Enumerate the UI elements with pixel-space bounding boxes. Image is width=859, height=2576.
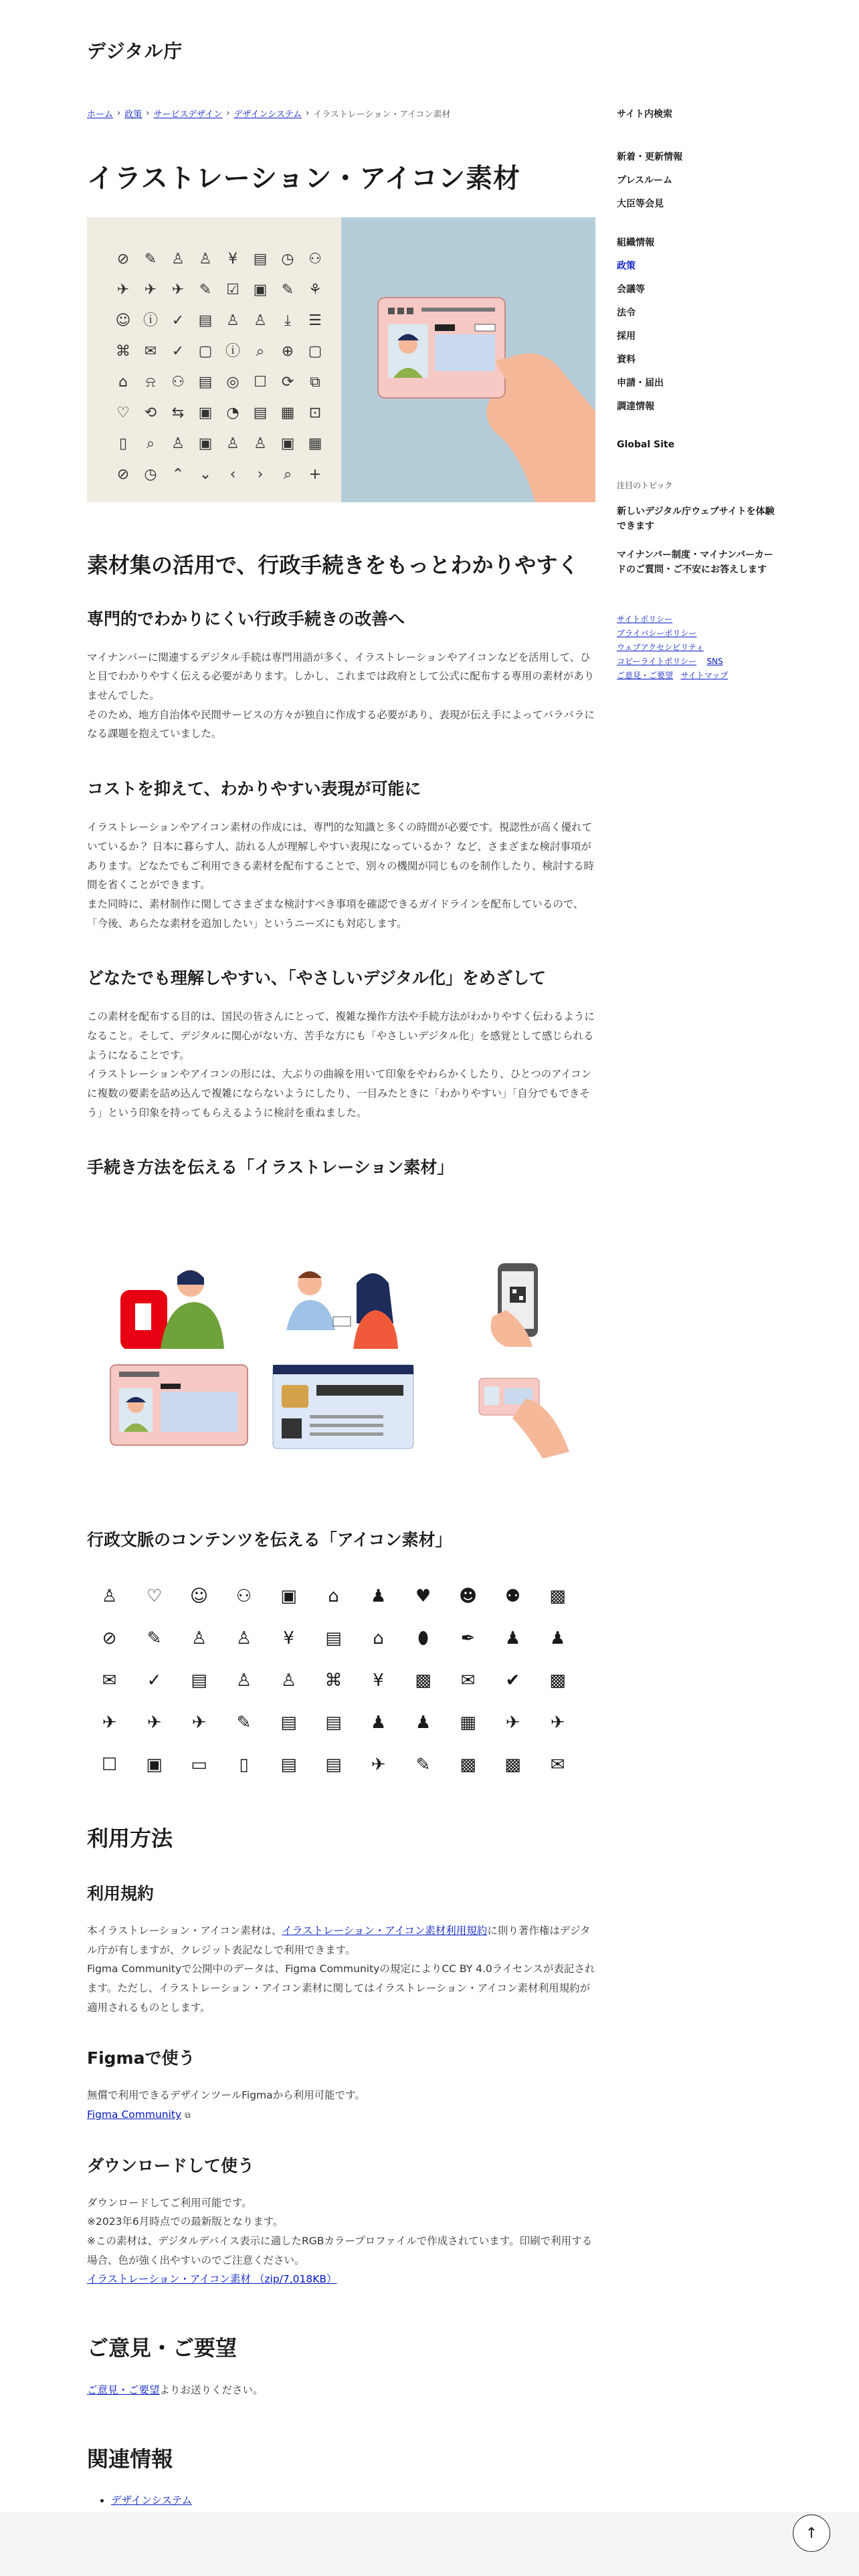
download-paragraph1: ダウンロードしてご利用可能です。	[87, 2196, 252, 2209]
hero-grid-icon: ▣	[198, 405, 213, 421]
figma-link-line	[87, 2105, 595, 2125]
illustration-title: 手続き方法を伝える「イラストレーション素材」	[87, 1158, 454, 1178]
filled-icon: ♟	[549, 1628, 566, 1649]
link-feedback[interactable]: ご意見・ご要望	[617, 670, 674, 680]
intro-title: 素材集の活用で、行政手続きをもっとわかりやすく	[87, 552, 579, 578]
hero-grid-icon: ⇆	[171, 405, 185, 421]
download-zip-link[interactable]: イラストレーション・アイコン素材 （zip/7,018KB）	[87, 2273, 337, 2286]
filled-icon: ✈	[505, 1713, 520, 1733]
breadcrumb-design-system[interactable]: デザインシステム	[233, 110, 302, 120]
hero-grid-icon: ☑	[226, 282, 240, 298]
hero-grid-icon: ⌃	[171, 466, 185, 483]
section1-title: 専門的でわかりにくい行政手続きの改善へ	[87, 609, 405, 629]
breadcrumb-home[interactable]: ホーム	[87, 110, 114, 120]
chevron-right-icon: ›	[117, 108, 121, 118]
outline-icon: ▤	[191, 1671, 207, 1691]
hero-grid-icon: ⟳	[281, 374, 294, 391]
filled-icon: ▩	[460, 1755, 476, 1776]
outline-icon: ⌂	[328, 1586, 339, 1607]
outline-icon: ⚇	[235, 1586, 252, 1607]
link-copyright[interactable]: コピーライトポリシー	[617, 656, 697, 666]
filled-icon: ▩	[415, 1671, 432, 1691]
outline-icon: ♙	[235, 1628, 252, 1649]
hero-icon-grid	[111, 244, 327, 490]
sidebar-item-laws[interactable]: 法令	[617, 308, 636, 318]
sidebar-item-recruit[interactable]: 採用	[617, 331, 636, 342]
hero-grid-icon: ‹	[229, 466, 236, 483]
filled-icon: ⌂	[373, 1628, 384, 1649]
sidebar-main-list	[617, 235, 777, 413]
hero-grid-icon: ⌕	[283, 466, 292, 483]
hero-grid-icon: ✎	[144, 251, 157, 267]
hero-grid-icon: ▤	[253, 405, 268, 421]
outline-icon: ¥	[283, 1628, 294, 1649]
feedback-paragraph	[87, 2381, 595, 2400]
hero-grid-icon: ✎	[281, 282, 294, 298]
sidebar-item-pressroom[interactable]: プレスルーム	[617, 175, 673, 186]
hero-grid-icon: +	[308, 466, 322, 483]
outline-icon: ✈	[147, 1713, 162, 1733]
illustration-hand-card	[425, 1352, 595, 1464]
hero-grid-icon: ⌕	[256, 343, 265, 360]
hero-grid-icon: ⌄	[199, 466, 212, 483]
hero-grid-icon: ✓	[171, 312, 185, 329]
hero-grid-icon: ☐	[254, 374, 267, 391]
hero-grid-icon: ▦	[308, 435, 322, 452]
feedback-link[interactable]: ご意見・ご要望	[87, 2383, 160, 2396]
hero-grid-icon: ▤	[253, 251, 268, 267]
hero-grid-icon: ◷	[144, 466, 157, 483]
hero-grid-icon: ♙	[254, 312, 267, 329]
terms-link[interactable]: イラストレーション・アイコン素材利用規約	[282, 1925, 488, 1937]
icon-material-title: 行政文脈のコンテンツを伝える「アイコン素材」	[87, 1530, 452, 1550]
outline-icon: ✈	[191, 1713, 207, 1733]
filled-icon: ♟	[504, 1628, 521, 1649]
terms-paragraph2: Figma Communityで公開中のデータは、Figma Communityの規定によりCC BY 4.0ライセンスが表記されます。ただし、イラストレーション・アイコン素材に関してはイラストレーション・アイコン素材利用規約が適用されるものとします。	[87, 1963, 595, 2014]
section2-paragraph1: イラストレーションやアイコン素材の作成には、専門的な知識と多くの時間が必要です。視認性が高く優れていているか？ 日本に暮らす人、訪れる人が理解しやすい表現になっているか？ など、さまざまな検討事項があります。どなたでもご利用できる素材を配布することで、別々の機関が同じものを制作したり、検討する時間を省くことができます。	[87, 821, 594, 891]
outline-icon: ▤	[325, 1628, 342, 1649]
hero-grid-icon: ▤	[198, 312, 213, 329]
site-logo[interactable]: デジタル庁	[87, 40, 183, 62]
figma-community-link[interactable]: Figma Community	[87, 2109, 182, 2121]
main-content	[87, 107, 595, 2507]
section1-paragraph2: そのため、地方自治体や民間サービスの方々が独自に作成する必要があり、表現が伝え手によってバラバラになる課題を抱えていました。	[87, 708, 595, 740]
hero-grid-icon: ⌂	[118, 374, 128, 391]
hero-icon-panel	[87, 217, 341, 502]
topics-label: 注目のトピック	[617, 481, 673, 490]
sidebar-item-applications[interactable]: 申請・届出	[617, 378, 664, 389]
figma-paragraph: 無償で利用できるデザインツールFigmaから利用可能です。	[87, 2089, 365, 2102]
hero-grid-icon: ✓	[171, 343, 185, 360]
filled-icon: ¥	[373, 1671, 384, 1691]
mynumber-card-illustration	[341, 217, 595, 502]
icon-material-grid	[87, 1576, 595, 1786]
sidebar-item-meetings[interactable]: 会議等	[617, 284, 645, 295]
terms-text-b: に則り著作権はデジタル庁が有しますが、クレジット表記なしで利用できます。	[87, 1925, 591, 1956]
site-search-label[interactable]: サイト内検索	[617, 109, 673, 120]
filled-icon: ⚉	[504, 1586, 521, 1607]
hero-card-panel	[341, 217, 595, 502]
sidebar-item-policy[interactable]: 政策	[617, 261, 636, 272]
related-title: 関連情報	[87, 2446, 173, 2472]
breadcrumb	[87, 107, 595, 120]
outline-icon: ✈	[102, 1713, 117, 1733]
hero-grid-icon: ✈	[171, 282, 185, 298]
figma-title: Figmaで使う	[87, 2048, 195, 2068]
hero-grid-icon: ▢	[308, 343, 322, 360]
hero-grid-icon: ♙	[171, 435, 185, 452]
filled-icon: ▩	[504, 1755, 521, 1776]
hero-grid-icon: ☰	[308, 312, 322, 329]
hero-grid-icon: ▦	[280, 405, 295, 421]
section2-title: コストを抑えて、わかりやすい表現が可能に	[87, 779, 421, 799]
breadcrumb-service-design[interactable]: サービスデザイン	[153, 110, 223, 120]
hero-grid-icon: ⚘	[308, 282, 322, 298]
filled-icon: ▦	[460, 1713, 476, 1733]
filled-icon: ✉	[460, 1671, 476, 1691]
arrow-up-icon: ↑	[805, 2525, 818, 2542]
hero-grid-icon: ◷	[281, 251, 294, 267]
outline-icon: ✓	[147, 1671, 162, 1691]
outline-icon: ▣	[146, 1755, 163, 1776]
outline-icon: ♙	[101, 1586, 118, 1607]
hero-grid-icon: ✉	[144, 343, 157, 360]
hero-grid-icon: ⊘	[116, 466, 130, 483]
outline-icon: ▤	[325, 1755, 342, 1776]
filled-icon: ♟	[415, 1713, 432, 1733]
outline-icon: ☐	[101, 1755, 118, 1776]
download-paragraph3: ※この素材は、デジタルデバイス表示に適したRGBカラープロファイルで作成されています。印刷で利用する場合、色が強く出やすいのでご注意ください。	[87, 2235, 593, 2266]
filled-icon: ✎	[415, 1755, 431, 1776]
footer-bar	[0, 2512, 859, 2576]
hero-grid-icon: ⓘ	[142, 312, 158, 329]
hero-grid-icon: ▣	[280, 435, 295, 452]
hero-grid-icon: ⌕	[146, 435, 155, 452]
outline-icon: ✎	[236, 1713, 252, 1733]
link-site-policy[interactable]: サイトポリシー	[617, 614, 673, 624]
sidebar-item-documents[interactable]: 資料	[617, 354, 636, 365]
topic-mynumber[interactable]: マイナンバー制度・マイナンバーカードのご質問・ご不安にお答えします	[617, 549, 773, 576]
hero-grid-icon: ☺	[115, 312, 131, 329]
sidebar	[617, 107, 777, 683]
hero-grid-icon: ▣	[253, 282, 268, 298]
section3-title: どなたでも理解しやすい、「やさしいデジタル化」をめざして	[87, 968, 547, 988]
outline-icon: ⌘	[324, 1671, 343, 1691]
filled-icon: ✉	[550, 1755, 565, 1776]
outline-icon: ▤	[280, 1713, 297, 1733]
hero-grid-icon: ✈	[116, 282, 130, 298]
link-accessibility[interactable]: ウェブアクセシビリティ	[617, 642, 704, 652]
section3-paragraph2: イラストレーションやアイコンの形には、大ぶりの曲線を用いて印象をやわらかくしたり、ひとつのアイコンに複数の要素を詰め込んで複雑にならないようにしたり、一目みたときに「わかりやすい」「自分でもできそう」という印象を持ってもらえるように検討を重ねました。	[87, 1068, 592, 1119]
outline-icon: ♙	[235, 1671, 252, 1691]
sidebar-item-minister[interactable]: 大臣等会見	[617, 199, 664, 209]
breadcrumb-current: イラストレーション・アイコン素材	[313, 110, 451, 120]
terms-text-a: 本イラストレーション・アイコン素材は、	[87, 1925, 282, 1937]
filled-icon: ⬮	[417, 1628, 429, 1649]
section1-paragraph1: マイナンバーに関連するデジタル手続は専門用語が多く、イラストレーションやアイコンなどを活用して、ひと目でわかりやすく伝える必要があります。しかし、これまでは政府として公式に配布する専用の素材がありませんでした。	[87, 651, 595, 702]
illustration-two-people	[256, 1237, 425, 1349]
sidebar-item-procurement[interactable]: 調達情報	[617, 401, 654, 412]
download-link-line	[87, 2270, 595, 2289]
hero-grid-icon: ⓘ	[225, 343, 240, 360]
terms-paragraph1	[87, 1921, 595, 1959]
hero-grid-icon: ⊘	[116, 251, 130, 267]
download-paragraph2: ※2023年6月時点での最新版となります。	[87, 2216, 284, 2228]
hero-grid-icon: ♙	[171, 251, 185, 267]
filled-icon: ♟	[370, 1586, 387, 1607]
hero-grid-icon: ♡	[116, 405, 130, 421]
chevron-right-icon: ›	[146, 108, 150, 118]
outline-icon: ♙	[191, 1628, 207, 1649]
hero-grid-icon: ›	[257, 466, 264, 483]
hero-grid-icon: ⤓	[284, 312, 291, 329]
hero-image	[87, 217, 595, 502]
hero-grid-icon: ⚇	[171, 374, 185, 391]
filled-icon: ✔	[505, 1671, 520, 1691]
sidebar-footer-links	[617, 613, 777, 683]
outline-icon: ♙	[280, 1671, 297, 1691]
filled-icon: ✈	[550, 1713, 565, 1733]
hero-grid-icon: ♙	[226, 435, 240, 452]
link-sitemap[interactable]: サイトマップ	[680, 670, 729, 680]
sidebar-news-list	[617, 150, 777, 210]
terms-title: 利用規約	[87, 1884, 155, 1904]
hero-grid-icon: ▣	[198, 435, 213, 452]
back-to-top-button[interactable]	[793, 2514, 830, 2552]
filled-icon: ▩	[549, 1586, 566, 1607]
hero-grid-icon: ✎	[199, 282, 212, 298]
download-title: ダウンロードして使う	[87, 2155, 255, 2175]
hero-grid-icon: ◎	[226, 374, 240, 391]
illustration-person-red-sign	[87, 1237, 256, 1349]
filled-icon: ✒	[460, 1628, 476, 1649]
illustration-phone-qr	[425, 1237, 595, 1349]
link-sns[interactable]: SNS	[706, 656, 723, 666]
global-site-link[interactable]: Global Site	[617, 439, 675, 450]
feedback-tail: よりお送りください。	[159, 2383, 264, 2396]
outline-icon: ▤	[325, 1713, 342, 1733]
hero-grid-icon: ⊕	[281, 343, 294, 360]
hero-grid-icon: ¥	[228, 251, 237, 267]
chevron-right-icon: ›	[226, 108, 230, 118]
filled-icon: ♟	[370, 1713, 387, 1733]
related-list	[87, 2492, 595, 2507]
outline-icon: ▭	[191, 1755, 207, 1776]
hero-grid-icon: ⌘	[116, 343, 130, 360]
sidebar-item-news[interactable]: 新着・更新情報	[617, 152, 682, 163]
section2-paragraph2: また同時に、素材制作に関してさまざまな検討すべき事項を確認できるガイドラインを配布しているので、「今後、あらたな素材を追加したい」というニーズにも対応します。	[87, 897, 584, 930]
external-link-icon: ⧉	[185, 2111, 191, 2121]
hero-grid-icon: ♙	[226, 312, 240, 329]
outline-icon: ☺	[189, 1586, 209, 1607]
usage-title: 利用方法	[87, 1826, 173, 1852]
page-title: イラストレーション・アイコン素材	[87, 163, 520, 194]
section3-paragraph1: この素材を配布する目的は、国民の皆さんにとって、複雑な操作方法や手続方法がわかりやすく伝わるようになること。そして、デジタルに関心がない方、苦手な方にも「やさしいデジタル化」を感覚として感じられるようになることです。	[87, 1010, 595, 1061]
topic-new-website[interactable]: 新しいデジタル庁ウェブサイトを体験できます	[617, 506, 775, 532]
outline-icon: ▣	[280, 1586, 297, 1607]
hero-grid-icon: ⟲	[144, 405, 157, 421]
outline-icon: ▤	[280, 1755, 297, 1776]
filled-icon: ☻	[458, 1586, 478, 1607]
outline-icon: ⊘	[102, 1628, 117, 1649]
hero-grid-icon: ⊡	[308, 405, 322, 421]
related-design-system-link[interactable]: デザインシステム	[111, 2494, 192, 2507]
hero-grid-icon: ⍾	[145, 374, 156, 391]
outline-icon: ♡	[146, 1586, 163, 1607]
hero-grid-icon: ✈	[144, 282, 157, 298]
hero-grid-icon: ◔	[226, 405, 240, 421]
chevron-right-icon: ›	[305, 108, 310, 118]
outline-icon: ▯	[239, 1755, 249, 1776]
filled-icon: ♥	[415, 1586, 432, 1607]
feedback-title: ご意見・ご要望	[87, 2335, 237, 2361]
hero-grid-icon: ▤	[198, 374, 213, 391]
hero-grid-icon: ♙	[199, 251, 212, 267]
breadcrumb-policy[interactable]: 政策	[124, 110, 142, 120]
related-item	[111, 2492, 595, 2507]
hero-grid-icon: ▯	[118, 435, 128, 452]
hero-grid-icon: ▢	[198, 343, 213, 360]
hero-grid-icon: ⚇	[308, 251, 322, 267]
sidebar-item-organization[interactable]: 組織情報	[617, 237, 654, 248]
link-privacy-policy[interactable]: プライバシーポリシー	[617, 628, 697, 638]
outline-icon: ✉	[102, 1671, 117, 1691]
hero-grid-icon: ♙	[254, 435, 267, 452]
illustration-grid	[87, 1237, 595, 1464]
filled-icon: ▩	[549, 1671, 566, 1691]
illustration-mynumber-card-front	[87, 1352, 256, 1464]
filled-icon: ✈	[371, 1755, 386, 1776]
site-header	[87, 37, 183, 64]
hero-grid-icon: ⧉	[310, 374, 320, 391]
illustration-mynumber-card-back	[256, 1352, 425, 1464]
outline-icon: ✎	[147, 1628, 162, 1649]
